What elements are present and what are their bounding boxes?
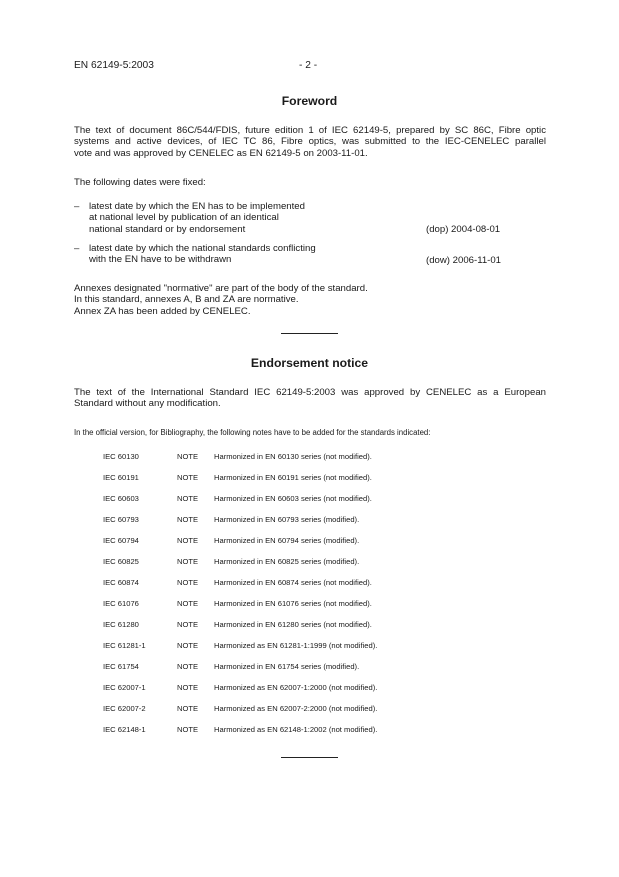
note-text: Harmonized in EN 60874 series (not modified). bbox=[214, 578, 372, 587]
endorsement-intro-line: Standard without any modification. bbox=[74, 398, 221, 410]
dop-date: (dop) 2004-08-01 bbox=[426, 224, 501, 235]
note-text: Harmonized in EN 60603 series (not modified). bbox=[214, 494, 372, 503]
note-standard: IEC 62007-2 bbox=[103, 704, 146, 713]
dates-intro: The following dates were fixed: bbox=[74, 177, 206, 188]
note-label: NOTE bbox=[177, 599, 199, 608]
note-text: Harmonized in EN 60130 series (not modified). bbox=[214, 452, 372, 461]
endorsement-intro bbox=[74, 387, 546, 410]
foreword-intro bbox=[74, 125, 546, 159]
note-standard: IEC 60825 bbox=[103, 557, 139, 566]
document-id: EN 62149-5:2003 bbox=[74, 60, 154, 71]
note-label: NOTE bbox=[177, 578, 199, 587]
note-label: NOTE bbox=[177, 683, 199, 692]
note-text: Harmonized as EN 62007-2:2000 (not modified). bbox=[214, 704, 378, 713]
note-label: NOTE bbox=[177, 557, 199, 566]
section-divider bbox=[281, 333, 338, 334]
annex-line: In this standard, annexes A, B and ZA are normative. bbox=[74, 294, 299, 306]
note-standard: IEC 60130 bbox=[103, 452, 139, 461]
foreword-intro-line: systems and active devices, of IEC TC 86, Fibre optics, was submitted to the IEC-CENELEC parallel bbox=[74, 136, 546, 148]
date-item-line: with the EN have to be withdrawn bbox=[89, 254, 232, 266]
note-text: Harmonized in EN 60825 series (modified). bbox=[214, 557, 360, 566]
dash-marker: – bbox=[74, 201, 80, 212]
note-standard: IEC 60794 bbox=[103, 536, 139, 545]
foreword-intro-line: vote and was approved by CENELEC as EN 62149-5 on 2003-11-01. bbox=[74, 147, 368, 159]
note-label: NOTE bbox=[177, 515, 199, 524]
note-label: NOTE bbox=[177, 536, 199, 545]
page-number: - 2 - bbox=[299, 60, 318, 71]
date-item-text bbox=[89, 243, 316, 266]
note-label: NOTE bbox=[177, 494, 199, 503]
note-label: NOTE bbox=[177, 620, 199, 629]
note-standard: IEC 61754 bbox=[103, 662, 139, 671]
note-text: Harmonized as EN 61281-1:1999 (not modified). bbox=[214, 641, 378, 650]
date-item-line: national standard or by endorsement bbox=[89, 223, 246, 235]
note-standard: IEC 61076 bbox=[103, 599, 139, 608]
date-item-line: latest date by which the national standards conflicting bbox=[89, 243, 316, 254]
note-text: Harmonized in EN 61280 series (not modified). bbox=[214, 620, 372, 629]
date-item-line: latest date by which the EN has to be implemented bbox=[89, 201, 305, 212]
note-standard: IEC 60191 bbox=[103, 473, 139, 482]
note-standard: IEC 62007-1 bbox=[103, 683, 146, 692]
bibliography-intro: In the official version, for Bibliography, the following notes have to be added for the standards indicated: bbox=[74, 428, 431, 437]
note-label: NOTE bbox=[177, 641, 199, 650]
note-standard: IEC 62148-1 bbox=[103, 725, 146, 734]
note-label: NOTE bbox=[177, 452, 199, 461]
note-standard: IEC 61280 bbox=[103, 620, 139, 629]
dash-marker: – bbox=[74, 243, 80, 254]
note-text: Harmonized in EN 61076 series (not modified). bbox=[214, 599, 372, 608]
note-label: NOTE bbox=[177, 704, 199, 713]
annex-line: Annexes designated "normative" are part of the body of the standard. bbox=[74, 283, 368, 294]
note-label: NOTE bbox=[177, 662, 199, 671]
note-text: Harmonized in EN 60793 series (modified). bbox=[214, 515, 360, 524]
note-standard: IEC 61281-1 bbox=[103, 641, 146, 650]
dow-date: (dow) 2006-11-01 bbox=[426, 255, 502, 266]
note-text: Harmonized as EN 62148-1:2002 (not modified). bbox=[214, 725, 378, 734]
note-label: NOTE bbox=[177, 725, 199, 734]
note-standard: IEC 60874 bbox=[103, 578, 139, 587]
date-item-line: at national level by publication of an identical bbox=[89, 212, 279, 224]
annex-statement bbox=[74, 283, 368, 317]
endorsement-intro-line: The text of the International Standard IEC 62149-5:2003 was approved by CENELEC as a European bbox=[74, 387, 546, 398]
endorsement-title: Endorsement notice bbox=[250, 356, 369, 370]
date-item-text bbox=[89, 201, 305, 235]
foreword-title: Foreword bbox=[281, 94, 338, 108]
annex-line: Annex ZA has been added by CENELEC. bbox=[74, 305, 251, 317]
note-text: Harmonized in EN 61754 series (modified). bbox=[214, 662, 360, 671]
foreword-intro-line: The text of document 86C/544/FDIS, future edition 1 of IEC 62149-5, prepared by SC 86C, Fibre optic bbox=[74, 125, 546, 136]
note-text: Harmonized in EN 60794 series (modified). bbox=[214, 536, 360, 545]
end-divider bbox=[281, 757, 338, 758]
note-standard: IEC 60793 bbox=[103, 515, 139, 524]
note-label: NOTE bbox=[177, 473, 199, 482]
note-text: Harmonized as EN 62007-1:2000 (not modified). bbox=[214, 683, 378, 692]
note-standard: IEC 60603 bbox=[103, 494, 139, 503]
note-text: Harmonized in EN 60191 series (not modified). bbox=[214, 473, 372, 482]
